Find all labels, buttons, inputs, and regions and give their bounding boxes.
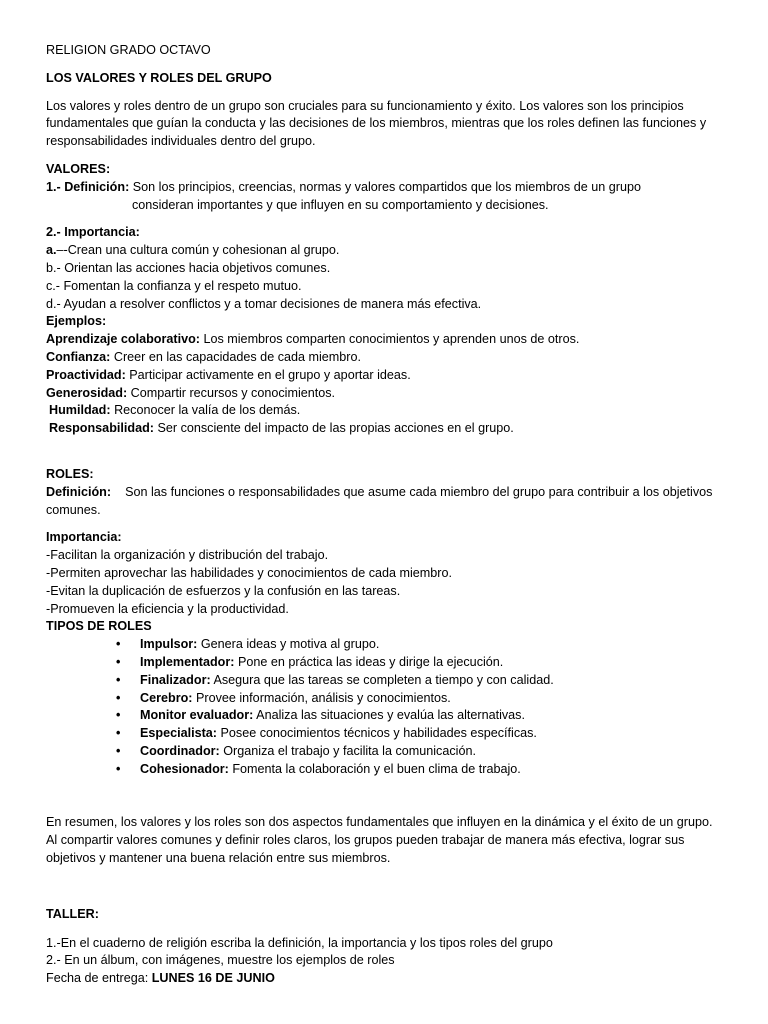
summary-paragraph: En resumen, los valores y los roles son dos aspectos fundamentales que influyen en la dinámica y el éxito de un grupo. Al compartir valores comunes y definir roles claros, los grupos pueden trabajar de manera más efectiva, lograr sus objetivos y mantener una buena relación entre sus miembros. (46, 815, 713, 866)
document-page (46, 42, 726, 988)
taller-item-2: 2.- En un álbum, con imágenes, muestre los ejemplos de roles (46, 953, 395, 968)
valores-definition-text: Son los principios, creencias, normas y valores compartidos que los miembros de un grupo (129, 179, 641, 194)
roles-importancia-item: -Promueven la eficiencia y la productividad. (46, 601, 289, 616)
valores-heading: VALORES: (46, 161, 111, 176)
valores-importancia-b: b.- Orientan las acciones hacia objetivos comunes. (46, 260, 331, 275)
valores-importancia-c: c.- Fomentan la confianza y el respeto mutuo. (46, 278, 302, 293)
due-date-label: Fecha de entrega: (46, 971, 152, 986)
roles-definition-text: Son las funciones o responsabilidades que asume cada miembro del grupo para contribuir a los objetivos comunes. (46, 484, 716, 517)
role-list-item: • Finalizador: Asegura que las tareas se completen a tiempo y con calidad. (116, 672, 726, 690)
roles-importancia-item: -Facilitan la organización y distribución del trabajo. (46, 548, 329, 563)
role-list-item: • Coordinador: Organiza el trabajo y facilita la comunicación. (116, 743, 726, 761)
role-list-item: • Monitor evaluador: Analiza las situaciones y evalúa las alternativas. (116, 707, 726, 725)
role-list-item: • Implementador: Pone en práctica las ideas y dirige la ejecución. (116, 654, 726, 672)
roles-definition-label: Definición: (46, 484, 112, 499)
roles-importancia-item: -Permiten aprovechar las habilidades y conocimientos de cada miembro. (46, 565, 453, 580)
example-item: Aprendizaje colaborativo: Los miembros comparten conocimientos y aprenden unos de otros. (46, 332, 580, 347)
taller-item-1: 1.-En el cuaderno de religión escriba la definición, la importancia y los tipos roles del grupo (46, 935, 553, 950)
valores-importancia-a: a.–-Crean una cultura común y cohesionan al grupo. (46, 243, 340, 258)
example-item: Responsabilidad: Ser consciente del impacto de las propias acciones en el grupo. (49, 421, 514, 436)
example-item: Generosidad: Compartir recursos y conocimientos. (46, 385, 336, 400)
roles-definition (46, 484, 726, 520)
tipos-roles-heading: TIPOS DE ROLES (46, 619, 152, 634)
intro-paragraph: Los valores y roles dentro de un grupo son cruciales para su funcionamiento y éxito. Los valores son los principios fundamentales que guían la conducta y las decisiones de los miembros, mientras que los roles definen las funciones y responsabilidades individuales dentro del grupo. (46, 98, 707, 149)
valores-definition-label: 1.- Definición: (46, 179, 130, 194)
example-item: Proactividad: Participar activamente en el grupo y aportar ideas. (46, 367, 411, 382)
document-title: LOS VALORES Y ROLES DEL GRUPO (46, 70, 272, 85)
roles-importancia-item: -Evitan la duplicación de esfuerzos y la confusión en las tareas. (46, 583, 401, 598)
role-list-item: • Cohesionador: Fomenta la colaboración y el buen clima de trabajo. (116, 761, 726, 779)
tipos-roles-list (46, 636, 726, 778)
example-item: Confianza: Creer en las capacidades de cada miembro. (46, 349, 361, 364)
example-item: Humildad: Reconocer la valía de los demás. (49, 403, 301, 418)
valores-importancia-d: d.- Ayudan a resolver conflictos y a tomar decisiones de manera más efectiva. (46, 296, 482, 311)
roles-heading: ROLES: (46, 466, 94, 481)
due-date-value: LUNES 16 DE JUNIO (151, 971, 275, 986)
valores-importancia-heading: 2.- Importancia: (46, 225, 140, 240)
role-list-item: • Impulsor: Genera ideas y motiva al grupo. (116, 636, 726, 654)
ejemplos-heading: Ejemplos: (46, 314, 107, 329)
taller-heading: TALLER: (46, 906, 99, 921)
role-list-item: • Especialista: Posee conocimientos técnicos y habilidades específicas. (116, 725, 726, 743)
roles-importancia-heading: Importancia: (46, 530, 122, 545)
role-list-item: • Cerebro: Provee información, análisis y conocimientos. (116, 690, 726, 708)
due-date (46, 970, 726, 988)
course-title: RELIGION GRADO OCTAVO (46, 43, 211, 57)
valores-definition-cont: consideran importantes y que influyen en su comportamiento y decisiones. (132, 197, 549, 212)
valores-definition (46, 179, 726, 197)
